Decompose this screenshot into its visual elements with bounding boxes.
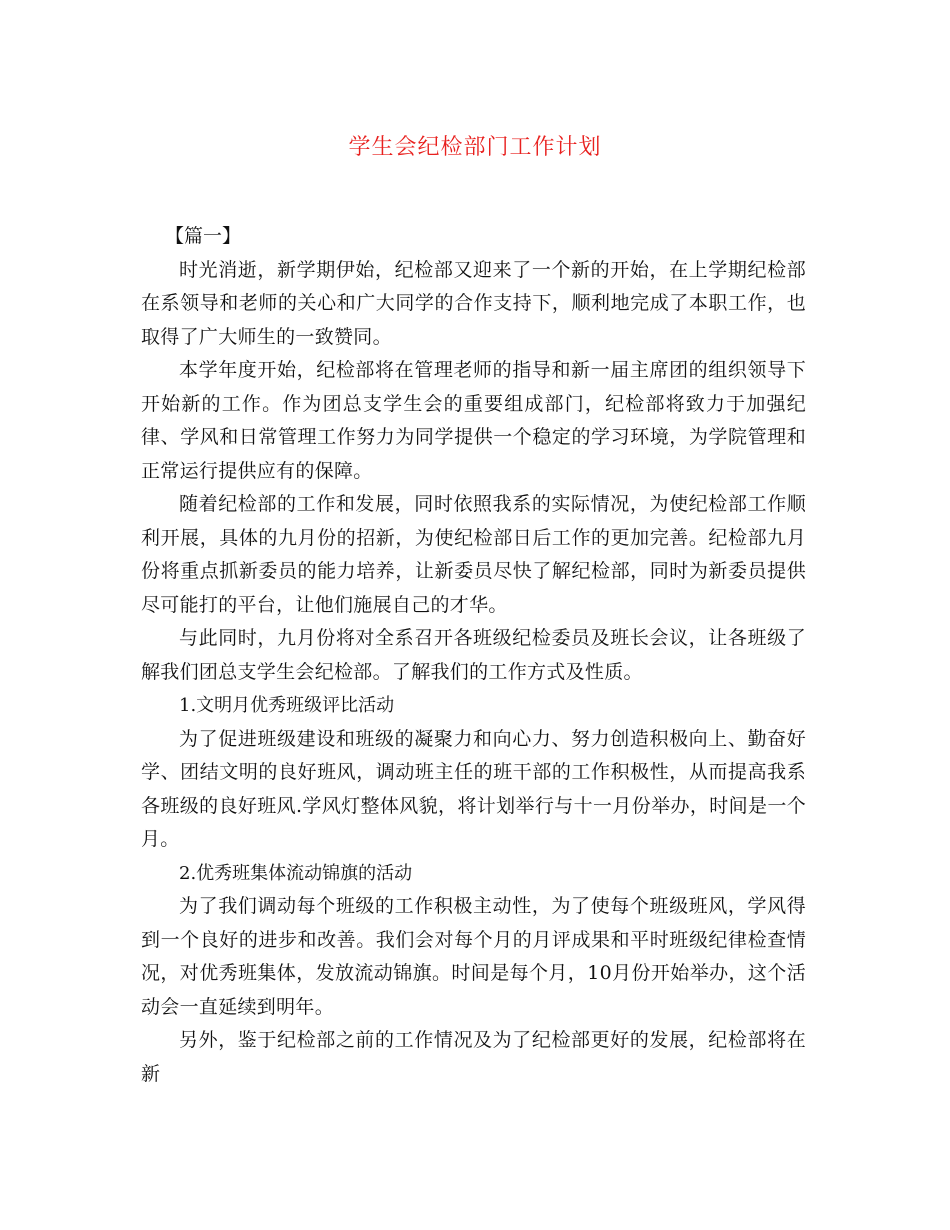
closing-paragraph: 另外，鉴于纪检部之前的工作情况及为了纪检部更好的发展，纪检部将在新 bbox=[141, 1029, 806, 1085]
item-1-text: 为了促进班级建设和班级的凝聚力和向心力、努力创造积极向上、勤奋好学、团结文明的良好班风，调动班主任的班干部的工作积极性，从而提高我系各班级的良好班风.学风灯整体风貌，将计划举行与十一月份举办，时间是一个月。 bbox=[141, 727, 806, 850]
section-label: 【篇一】 bbox=[165, 225, 242, 247]
document-body bbox=[141, 220, 806, 1091]
item-2-heading: 2.优秀班集体流动锦旗的活动 bbox=[179, 862, 413, 884]
item-2-text: 为了我们调动每个班级的工作积极主动性，为了使每个班级班风，学风得到一个良好的进步和改善。我们会对每个月的月评成果和平时班级纪律检查情况，对优秀班集体，发放流动锦旗。时间是每个月，10月份开始举办，这个活动会一直延续到明年。 bbox=[141, 895, 806, 1018]
paragraph-2: 本学年度开始，纪检部将在管理老师的指导和新一届主席团的组织领导下开始新的工作。作为团总支学生会的重要组成部门，纪检部将致力于加强纪律、学风和日常管理工作努力为同学提供一个稳定的学习环境，为学院管理和正常运行提供应有的保障。 bbox=[141, 359, 806, 482]
item-1-heading: 1.文明月优秀班级评比活动 bbox=[179, 695, 395, 716]
paragraph-4: 与此同时，九月份将对全系召开各班级纪检委员及班长会议，让各班级了解我们团总支学生会纪检部。了解我们的工作方式及性质。 bbox=[141, 627, 806, 683]
paragraph-1: 时光消逝，新学期伊始，纪检部又迎来了一个新的开始，在上学期纪检部在系领导和老师的关心和广大同学的合作支持下，顺利地完成了本职工作，也取得了广大师生的一致赞同。 bbox=[141, 258, 806, 348]
document-title: 学生会纪检部门工作计划 bbox=[348, 135, 602, 160]
paragraph-3: 随着纪检部的工作和发展，同时依照我系的实际情况，为使纪检部工作顺利开展，具体的九月份的招新，为使纪检部日后工作的更加完善。纪检部九月份将重点抓新委员的能力培养，让新委员尽快了解纪检部，同时为新委员提供尽可能打的平台，让他们施展自己的才华。 bbox=[141, 493, 806, 616]
